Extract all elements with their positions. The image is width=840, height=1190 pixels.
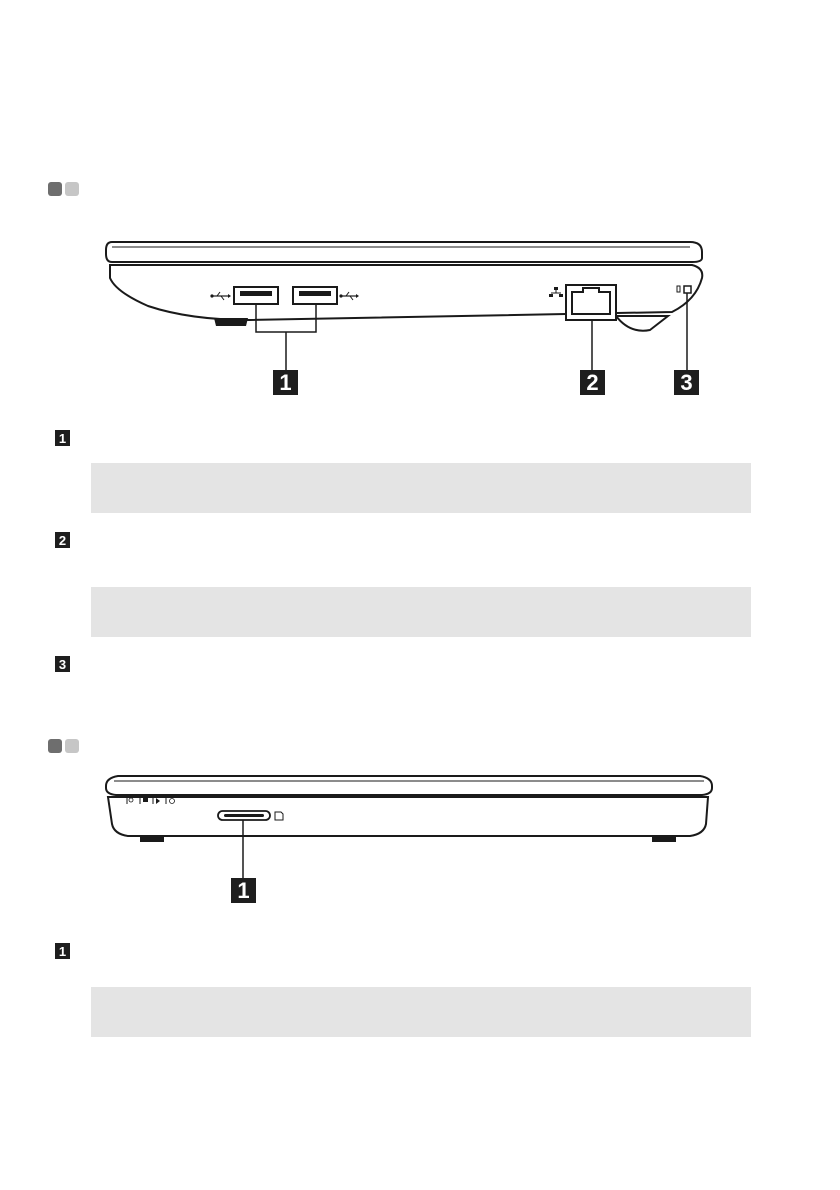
- callout-number-front-1: 1: [231, 878, 256, 903]
- laptop-base-front: [108, 797, 708, 836]
- item-number-front-1: 1: [55, 943, 70, 959]
- item-number-1: 1: [55, 430, 70, 446]
- note-box-front-1: [91, 987, 751, 1037]
- item-number-3: 3: [55, 656, 70, 672]
- item-number-2: 2: [55, 532, 70, 548]
- callout-number-2: 2: [580, 370, 605, 395]
- laptop-foot-left: [140, 836, 164, 842]
- callout-number-3: 3: [674, 370, 699, 395]
- callout-number-1: 1: [273, 370, 298, 395]
- laptop-foot-right: [652, 836, 676, 842]
- laptop-lid-front: [106, 776, 712, 795]
